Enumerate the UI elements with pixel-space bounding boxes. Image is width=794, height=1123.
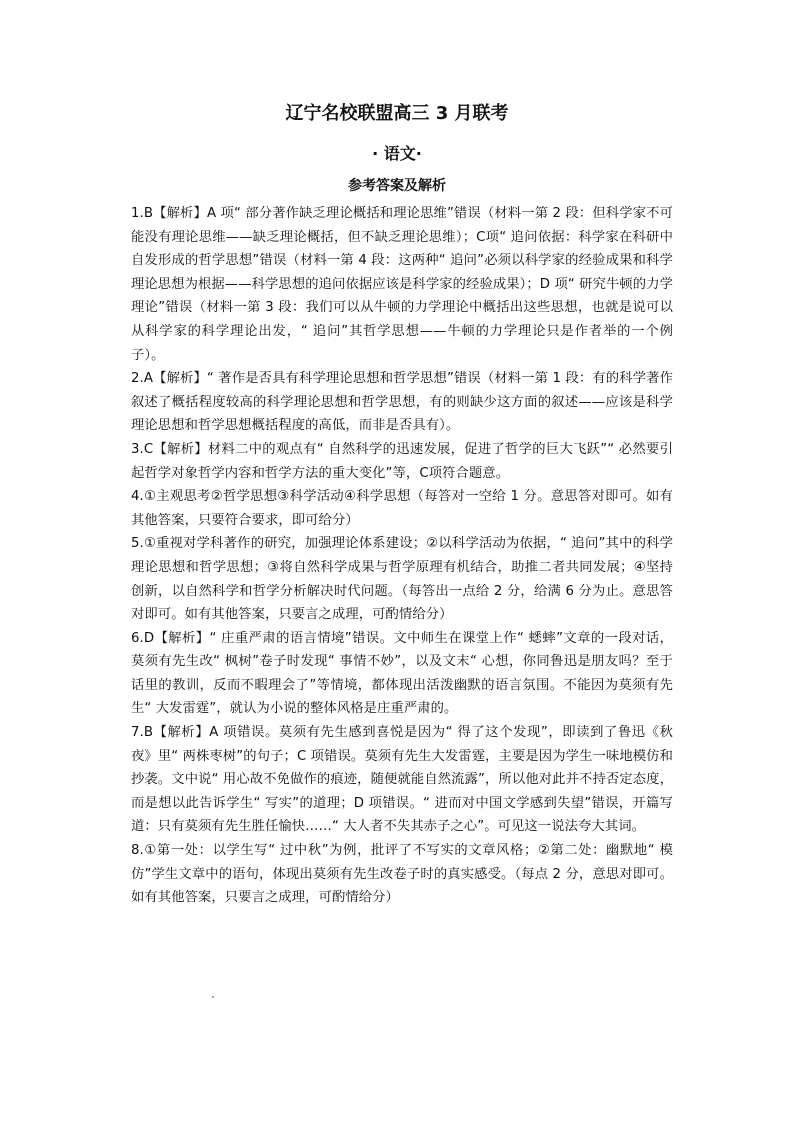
answer-4: 4.①主观思考②哲学思想③科学活动④科学思想（每答对一空给 1 分。意思答对即可。如有其他答案，只要符合要求，即可给分） [131,489,673,528]
answer-8: 8.①第一处：以学生写“ 过中秋”为例，批评了不写实的文章风格；②第二处：幽默地“ 模仿”学生文章中的语句，体现出莫须有先生改卷子时的真实感受。（每点 2 分，意思对即可。如有其他答案，只要言之成理，可酌情给分） [131,843,673,906]
answer-2: 2.A【解析】“ 著作是否具有科学理论思想和哲学思想”错误（材料一第 1 段：有的科学著作叙述了概括程度较高的科学理论思想和哲学思想，有的则缺少这方面的叙述——应该是科学理论思想和哲学思想概括程度的高低，而非是否具有）。 [131,371,673,434]
answer-6: 6.D【解析】“ 庄重严肃的语言情境”错误。文中师生在课堂上作“ 蟋蟀”文章的一段对话，莫须有先生改“ 枫树”卷子时发现“ 事情不妙”，以及文末“ 心想，你同鲁迅是朋友吗？至于话里的教训，反而不暇理会了”等情境，都体现出活泼幽默的语言氛围。不能因为莫须有先生“ 大发雷霆”，就认为小说的整体风格是庄重严肃的。 [131,630,673,717]
answer-1: 1.B【解析】A 项“ 部分著作缺乏理论概括和理论思维”错误（材料一第 2 段：但科学家不可能没有理论思维——缺乏理论概括，但不缺乏理论思维）；C项“ 追问依据：科学家在科研中自发形成的哲学思想”错误（材料一第 4 段：这两种“ 追问”必须以科学家的经验成果和科学理论思想为根据——科学思想的追问依据应该是科学家的经验成果）；D 项“ 研究牛顿的力学理论”错误（材料一第 3 段：我们可以从牛顿的力学理论中概括出这些思想，也就是说可以从科学家的科学理论出发，“ 追问”其哲学思想——牛顿的力学理论只是作者举的一个例子）。 [131,206,673,363]
answer-list [131,202,673,910]
answer-5: 5.①重视对学科著作的研究，加强理论体系建设；②以科学活动为依据，“ 追问”其中的科学理论思想和哲学思想；③将自然科学成果与哲学原理有机结合，助推二者共同发展；④坚持创新，以自然科学和哲学分析解决时代问题。（每答出一点给 2 分，给满 6 分为止。意思答对即可。如有其他答案，只要言之成理，可酌情给分） [131,536,673,623]
subject-label: · 语文· [372,144,422,163]
answer-7: 7.B【解析】A 项错误。莫须有先生感到喜悦是因为“ 得了这个发现”，即读到了鲁迅《秋夜》里“ 两株枣树”的句子；C 项错误。莫须有先生大发雷霆，主要是因为学生一味地模仿和抄袭。文中说“ 用心故不免做作的痕迹，随便就能自然流露”，所以他对此并不持否定态度，而是想以此告诉学生“ 写实”的道理；D 项错误。“ 进而对中国文学感到失望”错误，开篇写道：只有莫须有先生胜任愉快……“ 大人者不失其赤子之心”。可见这一说法夸大其词。 [131,725,673,835]
answer-3: 3.C【解析】材料二中的观点有“ 自然科学的迅速发展，促进了哲学的巨大飞跃”“ 必然要引起哲学对象哲学内容和哲学方法的重大变化”等，C项符合题意。 [131,441,673,481]
section-heading: 参考答案及解析 [348,178,446,194]
stray-mark [212,996,214,998]
document-title: 辽宁名校联盟高三 3 月联考 [285,103,509,124]
